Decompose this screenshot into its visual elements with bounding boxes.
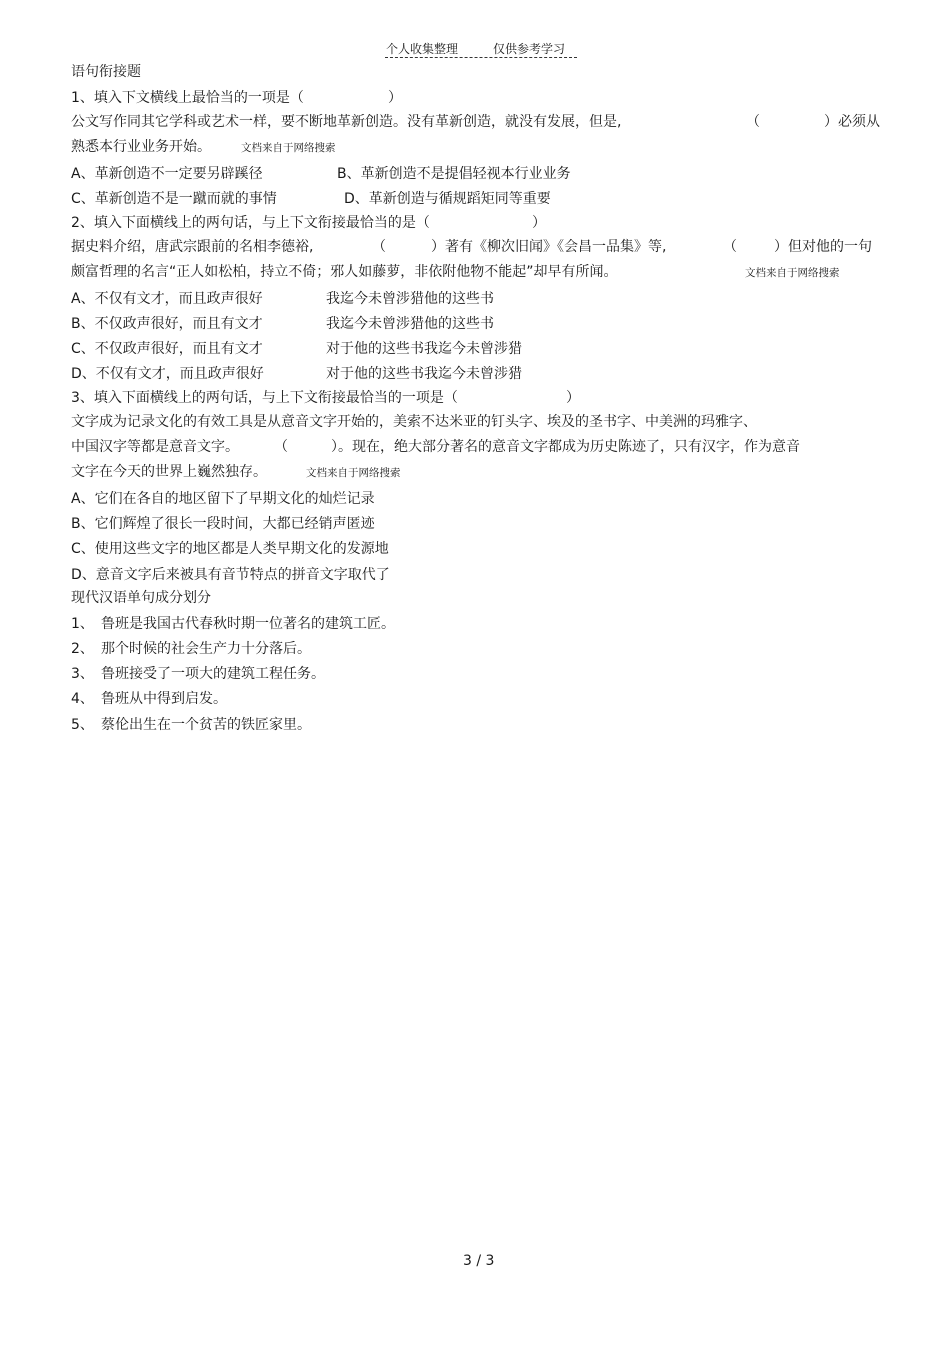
list-item: 鲁班接受了一项大的建筑工程任务。 — [101, 666, 325, 682]
q1-option-d: D、革新创造与循规蹈矩同等重要 — [344, 191, 551, 207]
header-right: 仅供参考学习 — [493, 42, 566, 56]
q3-option-d: D、意音文字后来被具有音节特点的拼音文字取代了 — [71, 567, 390, 583]
q2-option-c-part2: 对于他的这些书我迄今未曾涉猎 — [326, 341, 522, 357]
q3-blank-open: （ — [274, 439, 288, 455]
q2-passage-part1: 据史料介绍，唐武宗跟前的名相李德裕, — [71, 239, 314, 255]
q1-passage-line1: 公文写作同其它学科或艺术一样，要不断地革新创造。没有革新创造，就没有发展，但是, — [71, 114, 622, 130]
page-number: 3 / 3 — [463, 1253, 495, 1269]
q2-option-d: D、不仅有文才，而且政声很好 — [71, 366, 264, 382]
list-item: 鲁班是我国古代春秋时期一位著名的建筑工匠。 — [101, 616, 395, 632]
list-item-number: 3、 — [71, 666, 94, 682]
q3-option-b: B、它们辉煌了很长一段时间，大都已经销声匿迹 — [71, 516, 375, 532]
q2-blank1-open: （ — [372, 239, 386, 255]
q2-stem: 2、填入下面横线上的两句话，与上下文衔接最恰当的是（ — [71, 215, 430, 231]
q1-option-c: C、革新创造不是一蹴而就的事情 — [71, 191, 277, 207]
q3-passage-line2b: ）。现在，绝大部分著名的意音文字都成为历史陈迹了，只有汉字，作为意音 — [331, 439, 800, 455]
q2-passage-line2: 颇富哲理的名言“正人如松柏，持立不倚；邪人如藤萝，非依附他物不能起”却早有所闻。 — [71, 264, 618, 280]
q2-option-b: B、不仅政声很好，而且有文才 — [71, 316, 263, 332]
q1-stem-close: ） — [388, 90, 402, 106]
q3-option-a: A、它们在各自的地区留下了早期文化的灿烂记录 — [71, 491, 375, 507]
q2-option-b-part2: 我迄今未曾涉猎他的这些书 — [326, 316, 494, 332]
q1-stem: 1、填入下文横线上最恰当的一项是（ — [71, 90, 304, 106]
q3-passage-line2a: 中国汉字等都是意音文字。 — [71, 439, 239, 455]
header-divider — [385, 57, 577, 58]
q2-passage-part2: ）著有《柳次旧闻》《会昌一品集》等, — [431, 239, 667, 255]
q1-blank-open: （ — [746, 114, 760, 130]
q2-option-c: C、不仅政声很好，而且有文才 — [71, 341, 263, 357]
q2-option-a: A、不仅有文才，而且政声很好 — [71, 291, 263, 307]
list-item-number: 4、 — [71, 691, 94, 707]
q1-passage-line2: 熟悉本行业业务开始。 — [71, 139, 211, 155]
list-item-number: 1、 — [71, 616, 94, 632]
list-item-number: 5、 — [71, 717, 94, 733]
header-left: 个人收集整理 — [386, 42, 459, 56]
list-item: 那个时候的社会生产力十分落后。 — [101, 641, 311, 657]
q2-option-a-part2: 我迄今未曾涉猎他的这些书 — [326, 291, 494, 307]
q1-source-note: 文档来自于网络搜索 — [241, 142, 336, 154]
q3-passage-line1: 文字成为记录文化的有效工具是从意音文字开始的，美索不达米亚的钉头字、埃及的圣书字、中美洲的玛雅字、 — [71, 414, 757, 430]
q2-option-d-part2: 对于他的这些书我迄今未曾涉猎 — [326, 366, 522, 382]
q2-blank2-open: （ — [723, 239, 737, 255]
q3-source-note: 文档来自于网络搜索 — [306, 467, 401, 479]
section-title: 语句衔接题 — [71, 64, 141, 80]
q3-option-c: C、使用这些文字的地区都是人类早期文化的发源地 — [71, 541, 389, 557]
list-item-number: 2、 — [71, 641, 94, 657]
list-item: 鲁班从中得到启发。 — [101, 691, 227, 707]
section2-title: 现代汉语单句成分划分 — [71, 590, 211, 606]
q3-stem-close: ） — [566, 390, 580, 406]
q3-passage-line3: 文字在今天的世界上巍然独存。 — [71, 464, 267, 480]
q2-passage-part3: ）但对他的一句 — [774, 239, 872, 255]
q1-blank-close: ）必须从 — [824, 114, 880, 130]
q1-option-b: B、革新创造不是提倡轻视本行业业务 — [337, 166, 571, 182]
q3-stem: 3、填入下面横线上的两句话，与上下文衔接最恰当的一项是（ — [71, 390, 458, 406]
q2-source-note: 文档来自于网络搜索 — [745, 267, 840, 279]
q2-stem-close: ） — [532, 215, 546, 231]
q1-option-a: A、革新创造不一定要另辟蹊径 — [71, 166, 263, 182]
list-item: 蔡伦出生在一个贫苦的铁匠家里。 — [101, 717, 311, 733]
